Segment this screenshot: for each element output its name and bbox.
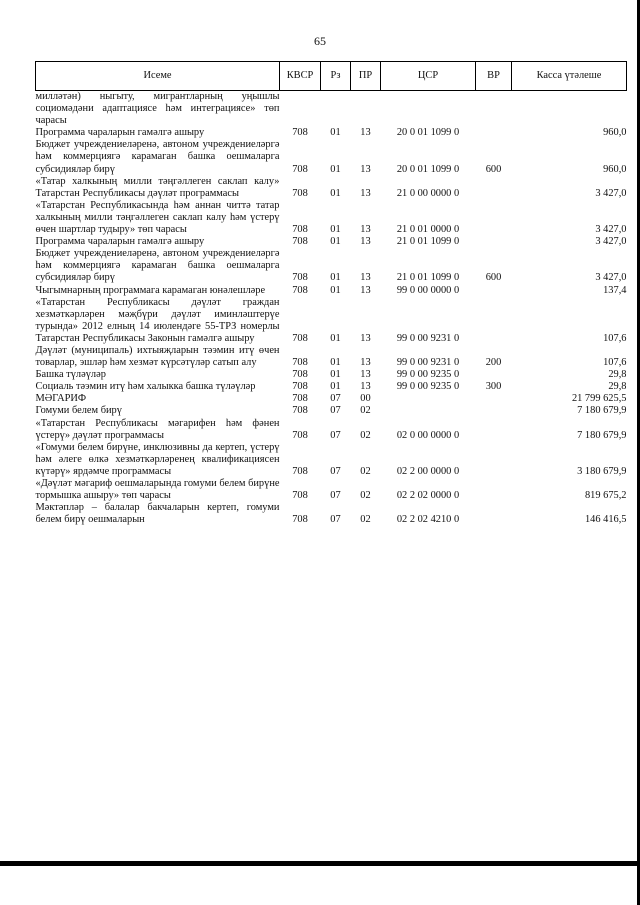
cell-kvsr: 708: [292, 393, 308, 405]
cell-csr: 20 0 01 1099 0: [396, 127, 460, 139]
cell-amount: 7 180 679,9: [577, 405, 627, 417]
cell-name: «Татар халкының милли тәңгәллеген саклап калу» Татарстан Республикасы дәүләт программасы: [35, 175, 280, 199]
header-csr: ЦСР: [381, 62, 476, 91]
table-row: [36, 236, 627, 248]
table-row: [36, 502, 627, 526]
cell-kvsr: 708: [292, 357, 308, 369]
table-row: [36, 139, 627, 175]
cell-kvsr: 708: [292, 284, 308, 296]
cell-vr: [476, 442, 512, 478]
cell-vr: [476, 127, 512, 139]
cell-csr: 02 2 02 0000 0: [396, 490, 460, 502]
cell-csr: 02 2 02 4210 0: [396, 514, 460, 526]
cell-kvsr: 708: [292, 187, 308, 199]
cell-name: «Гомуми белем бирүне, инклюзивны да кертеп, үстерү һәм әлеге өлкә хезмәткәрләренең квалификациясен күтәрү» ярдәмче программасы: [35, 441, 280, 477]
cell-csr: 21 0 01 0000 0: [396, 224, 460, 236]
cell-amount: [512, 91, 627, 128]
header-vr: ВР: [476, 62, 512, 91]
cell-vr: [476, 200, 512, 236]
cell-amount: 146 416,5: [584, 514, 627, 526]
cell-kvsr: 708: [292, 127, 308, 139]
cell-rz: 07: [330, 514, 341, 526]
cell-csr: 99 0 00 9235 0: [396, 381, 460, 393]
cell-pr: 13: [360, 369, 371, 381]
cell-csr: 99 0 00 9235 0: [396, 369, 460, 381]
cell-amount: 960,0: [603, 127, 627, 139]
cell-pr: 13: [360, 332, 371, 344]
page-number: 65: [314, 34, 326, 48]
cell-pr: 13: [360, 381, 371, 393]
cell-kvsr: 708: [292, 369, 308, 381]
table-row: [36, 478, 627, 502]
cell-kvsr: 708: [292, 381, 308, 393]
table-row: [36, 393, 627, 405]
cell-pr: 13: [360, 272, 371, 284]
cell-amount: 29,8: [608, 369, 627, 381]
table-row: [36, 248, 627, 284]
cell-kvsr: 708: [292, 429, 308, 441]
cell-vr: [476, 176, 512, 200]
cell-kvsr: 708: [292, 405, 308, 417]
cell-vr: [476, 91, 512, 128]
header-amount: Касса үтәлеше: [512, 62, 627, 91]
cell-name: «Татарстан Республикасында һәм аннан читтә татар халкының милли тәңгәллеген саклап калу һәм үстерү өчен шартлар тудыру» төп чарасы: [35, 199, 280, 236]
cell-amount: 107,6: [603, 332, 627, 344]
cell-vr: [476, 297, 512, 345]
cell-kvsr: 708: [292, 514, 308, 526]
bottom-border: [0, 861, 640, 866]
cell-pr: 13: [360, 224, 371, 236]
cell-rz: [321, 91, 351, 128]
header-pr: ПР: [351, 62, 381, 91]
cell-pr: 00: [360, 393, 371, 405]
cell-rz: 07: [330, 393, 341, 405]
cell-rz: 07: [330, 429, 341, 441]
cell-csr: [381, 91, 476, 128]
cell-amount: 3 427,0: [595, 187, 627, 199]
table-row: [36, 127, 627, 139]
table-row: [36, 176, 627, 200]
cell-rz: 01: [330, 369, 341, 381]
cell-amount: 3 180 679,9: [577, 465, 627, 477]
cell-kvsr: [280, 91, 321, 128]
cell-pr: 13: [360, 127, 371, 139]
table-row: [36, 297, 627, 345]
cell-rz: 07: [330, 405, 341, 417]
table-row: [36, 442, 627, 478]
cell-name: «Татарстан Республикасы мәгарифен һәм фәнен үстерү» дәүләт программасы: [35, 417, 280, 441]
cell-vr: [476, 236, 512, 248]
cell-rz: 07: [330, 490, 341, 502]
cell-pr: 13: [360, 236, 371, 248]
header-name: Исеме: [36, 62, 280, 91]
cell-rz: 07: [330, 465, 341, 477]
cell-name: Бюджет учреждениеләренә, автоном учреждениеләргә һәм коммерциягә карамаган башка оешмаларга субсидияләр бирү: [35, 248, 280, 284]
cell-name: Дәүләт (муниципаль) ихтыяҗларын тәэмин итү өчен товарлар, эшләр һәм хезмәт күрсәтүләр сатып алу: [35, 344, 280, 369]
cell-name: Программа чараларын гамәлгә ашыру: [35, 236, 205, 248]
cell-vr: 600: [485, 163, 502, 175]
cell-name: милләтән) ныгыту, мигрантларның уңышлы социомәдәни адаптациясе һәм интеграциясе» төп чарасы: [35, 91, 280, 127]
cell-amount: 21 799 625,5: [571, 393, 627, 405]
cell-amount: 960,0: [603, 163, 627, 175]
cell-amount: 3 427,0: [595, 272, 627, 284]
cell-pr: 13: [360, 163, 371, 175]
cell-csr: 99 0 00 0000 0: [396, 284, 460, 296]
cell-vr: [476, 478, 512, 502]
cell-name: Чыгымнарның программага карамаган юнәлешләре: [35, 284, 266, 296]
cell-amount: 137,4: [603, 284, 627, 296]
cell-pr: 13: [360, 187, 371, 199]
cell-kvsr: 708: [292, 236, 308, 248]
cell-csr: 21 0 00 0000 0: [396, 187, 460, 199]
cell-vr: [476, 369, 512, 381]
cell-rz: 01: [330, 381, 341, 393]
cell-amount: 819 675,2: [584, 490, 627, 502]
cell-name: МӘГАРИФ: [35, 393, 87, 405]
cell-kvsr: 708: [292, 465, 308, 477]
table-row: [36, 345, 627, 369]
cell-csr: 02 0 00 0000 0: [396, 429, 460, 441]
cell-vr: 300: [485, 381, 502, 393]
table-row: [36, 200, 627, 236]
cell-csr: 02 2 00 0000 0: [396, 465, 460, 477]
cell-name: Бюджет учреждениеләренә, автоном учреждениеләргә һәм коммерциягә карамаган башка оешмаларга субсидияләр бирү: [35, 139, 280, 175]
cell-vr: [476, 285, 512, 297]
cell-pr: 02: [360, 514, 371, 526]
cell-name: Социаль тәэмин итү һәм халыкка башка түләүләр: [35, 381, 256, 393]
cell-name: Башка түләүләр: [35, 369, 106, 381]
cell-kvsr: 708: [292, 163, 308, 175]
table-row: [36, 285, 627, 297]
cell-csr: [381, 405, 476, 417]
cell-csr: [381, 393, 476, 405]
cell-name: Программа чараларын гамәлгә ашыру: [35, 127, 205, 139]
cell-rz: 01: [330, 272, 341, 284]
header-rz: Рз: [321, 62, 351, 91]
cell-vr: 200: [485, 357, 502, 369]
cell-rz: 01: [330, 357, 341, 369]
cell-pr: 02: [360, 490, 371, 502]
cell-kvsr: 708: [292, 272, 308, 284]
table-row: [36, 418, 627, 442]
cell-rz: 01: [330, 187, 341, 199]
cell-name: Мәктәпләр – балалар бакчаларын кертеп, гомуми белем бирү оешмаларын: [35, 502, 280, 526]
cell-csr: 99 0 00 9231 0: [396, 357, 460, 369]
cell-amount: 107,6: [603, 357, 627, 369]
cell-pr: 13: [360, 357, 371, 369]
cell-rz: 01: [330, 332, 341, 344]
table-row: [36, 381, 627, 393]
cell-pr: 02: [360, 429, 371, 441]
cell-vr: [476, 405, 512, 417]
budget-table: [35, 61, 627, 526]
cell-pr: [351, 91, 381, 128]
cell-csr: 99 0 00 9231 0: [396, 332, 460, 344]
table-row: [36, 91, 627, 128]
cell-csr: 21 0 01 1099 0: [396, 236, 460, 248]
cell-rz: 01: [330, 284, 341, 296]
table-row: [36, 369, 627, 381]
cell-rz: 01: [330, 163, 341, 175]
cell-rz: 01: [330, 224, 341, 236]
cell-rz: 01: [330, 127, 341, 139]
cell-kvsr: 708: [292, 332, 308, 344]
cell-vr: [476, 418, 512, 442]
cell-amount: 3 427,0: [595, 224, 627, 236]
cell-pr: 02: [360, 405, 371, 417]
cell-kvsr: 708: [292, 490, 308, 502]
cell-kvsr: 708: [292, 224, 308, 236]
cell-name: «Дәүләт мәгариф оешмаларында гомуми белем бирүне тормышка ашыру» төп чарасы: [35, 478, 280, 502]
cell-vr: [476, 393, 512, 405]
cell-name: «Татарстан Республикасы дәүләт граждан хезмәткәрләрен мәҗбүри дәүләт иминләштерүе турында» 2012 елның 14 июлендәге 55-ТРЗ номерлы Татарстан Республикасы Законын гамәлгә ашыру: [35, 296, 280, 344]
header-kvsr: КВСР: [280, 62, 321, 91]
cell-vr: 600: [485, 272, 502, 284]
cell-name: Гомуми белем бирү: [35, 405, 122, 417]
table-header-row: [36, 62, 627, 91]
cell-pr: 02: [360, 465, 371, 477]
cell-csr: 21 0 01 1099 0: [396, 272, 460, 284]
cell-amount: 7 180 679,9: [577, 429, 627, 441]
cell-amount: 3 427,0: [595, 236, 627, 248]
cell-csr: 20 0 01 1099 0: [396, 163, 460, 175]
cell-vr: [476, 502, 512, 526]
cell-rz: 01: [330, 236, 341, 248]
cell-amount: 29,8: [608, 381, 627, 393]
table-row: [36, 405, 627, 417]
cell-pr: 13: [360, 284, 371, 296]
